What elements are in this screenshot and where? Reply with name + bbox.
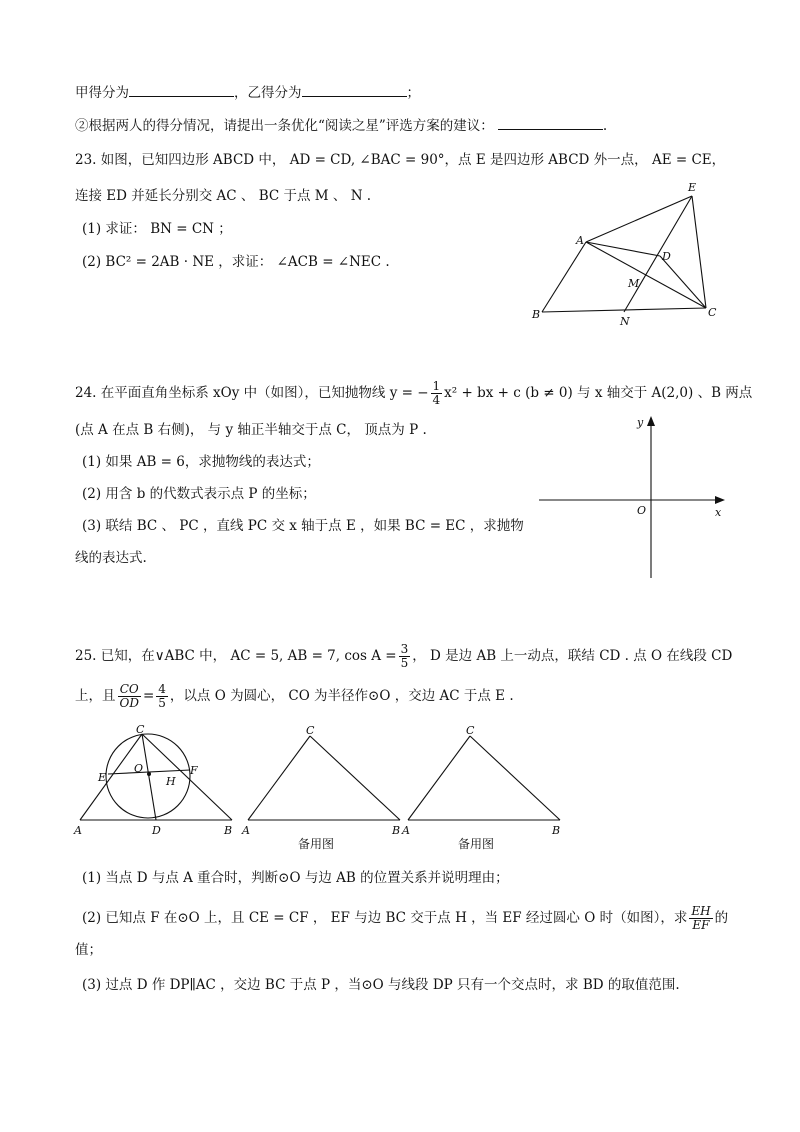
segment-ec (692, 196, 706, 308)
q24-stem-b: x² + bx + c (b ≠ 0) 与 x 轴交于 A(2,0) 、B 两点 (444, 385, 753, 401)
label-a: A (576, 234, 584, 247)
segment-cd (142, 734, 156, 820)
q25-part2-cont: 值； (75, 942, 102, 958)
origin-label: O (637, 504, 647, 517)
q23-part2: (2) BC² = 2AB · NE ，求证： ∠ACB = ∠NEC . (82, 254, 390, 270)
y-axis-label: y (637, 416, 644, 429)
spare-caption-2: 备用图 (458, 837, 495, 851)
q22-score-line (75, 82, 420, 103)
q24-part1: (1) 如果 AB = 6，求抛物线的表达式； (82, 454, 320, 470)
q25-ratio-num: CO (118, 683, 141, 697)
label-a: A (74, 824, 82, 837)
q22-jia-label: 甲得分为 (75, 85, 129, 101)
q24-frac-den: 4 (432, 393, 441, 407)
segment-dc (660, 256, 706, 308)
segment-ba (542, 242, 586, 312)
q22-yi-blank[interactable] (302, 82, 407, 97)
q25-ratio-den: OD (119, 696, 139, 710)
segment-ac (408, 736, 470, 820)
label-h: H (166, 775, 176, 788)
q24-part2: (2) 用含 b 的代数式表示点 P 的坐标； (82, 486, 316, 502)
segment-ac (248, 736, 310, 820)
label-a: A (242, 824, 250, 837)
q25-part2-text: (2) 已知点 F 在⊙O 上，且 CE = CF ， EF 与边 BC 交于点 H ，当 EF 经过圆心 O 时（如图），求 (82, 910, 688, 926)
q25-part2-de: 的 (714, 910, 729, 926)
label-m: M (628, 277, 640, 290)
label-d: D (152, 824, 161, 837)
q22-suggestion-blank[interactable] (498, 115, 603, 130)
q24-part3: (3) 联结 BC 、 PC ，直线 PC 交 x 轴于点 E ，如果 BC = EC ，求抛物 (82, 518, 524, 534)
label-b: B (224, 824, 233, 837)
label-c: C (708, 306, 717, 319)
label-c: C (136, 723, 145, 736)
spare-caption-1: 备用图 (298, 837, 335, 851)
segment-bc (310, 736, 400, 820)
center-point-o (147, 772, 151, 776)
q22-suggestion-text: ②根据两人的得分情况，请提出一条优化“阅读之星”评选方案的建议： (75, 118, 494, 134)
q25-stem-c: 上，且 (75, 688, 116, 704)
q22-yi-label: ，乙得分为 (234, 85, 302, 101)
q23-stem-line2: 连接 ED 并延长分别交 AC 、 BC 于点 M 、 N . (75, 188, 372, 204)
q23-part1: (1) 求证： BN = CN ； (82, 221, 232, 237)
q25-stem-a: 25. 已知，在∨ABC 中， AC = 5, AB = 7, cos A = (75, 648, 397, 664)
q25-ratio-fraction (118, 683, 141, 710)
label-f: F (190, 764, 198, 777)
q22-semicolon: ； (406, 85, 420, 101)
label-d: D (662, 250, 671, 263)
q25-spare-figure-2 (400, 722, 570, 842)
q25-cos-fraction (399, 643, 411, 670)
q24-stem-line2: (点 A 在点 B 右侧)， 与 y 轴正半轴交于点 C， 顶点为 P . (75, 422, 427, 438)
q25-ratio-val-den: 5 (158, 696, 166, 710)
q25-part3: (3) 过点 D 作 DP∥AC ，交边 BC 于点 P ，当⊙O 与线段 DP 只有一个交点时，求 BD 的取值范围. (82, 977, 680, 993)
q25-stem-line2 (75, 683, 514, 710)
label-e: E (98, 771, 107, 784)
label-a: A (402, 824, 410, 837)
segment-ac (80, 734, 142, 820)
label-b: B (392, 824, 401, 837)
q24-stem-a: 24. 在平面直角坐标系 xOy 中（如图），已知抛物线 y = − (75, 385, 429, 401)
label-o: O (134, 762, 144, 775)
q25-equals: = (142, 688, 155, 704)
segment-bc (142, 734, 232, 820)
x-axis-label: x (715, 506, 722, 519)
q25-cos-num: 3 (400, 642, 409, 656)
q24-part3-cont: 线的表达式. (75, 550, 147, 566)
q25-spare-figure-1 (240, 722, 410, 842)
q25-part1: (1) 当点 D 与点 A 重合时，判断⊙O 与边 AB 的位置关系并说明理由； (82, 870, 509, 886)
segment-ae (586, 196, 692, 242)
q25-cos-den: 5 (400, 656, 409, 670)
label-e: E (688, 181, 697, 194)
q24-fraction (431, 380, 443, 407)
segment-ad (586, 242, 660, 256)
segment-bc (470, 736, 560, 820)
q24-frac-num: 1 (432, 379, 441, 393)
q25-eh-ef-fraction (689, 905, 712, 932)
circle-o (106, 734, 190, 818)
q25-ef-den: EF (692, 918, 710, 932)
y-axis-arrow (647, 416, 655, 426)
x-axis-arrow (715, 496, 725, 504)
q25-ratio-value (156, 683, 168, 710)
q22-jia-blank[interactable] (129, 82, 234, 97)
q23-figure (520, 180, 740, 330)
label-b: B (552, 824, 561, 837)
q25-stem-d: ，以点 O 为圆心， CO 为半径作⊙O ，交边 AC 于点 E . (169, 688, 514, 704)
q25-stem-b: ， D 是边 AB 上一动点，联结 CD . 点 O 在线段 CD (412, 648, 733, 664)
q25-stem-line1 (75, 643, 732, 670)
q22-period: . (602, 118, 608, 134)
label-n: N (620, 315, 630, 328)
label-c: C (466, 724, 475, 737)
q25-ratio-val-num: 4 (158, 682, 166, 696)
label-c: C (306, 724, 315, 737)
label-b: B (532, 308, 541, 321)
q24-axes-figure (535, 412, 735, 580)
q24-stem-line1 (75, 380, 752, 407)
q22-suggestion-line (75, 115, 607, 136)
q25-main-figure (72, 722, 242, 842)
q23-stem-line1: 23. 如图，已知四边形 ABCD 中， AD = CD, ∠BAC = 90°，点 E 是四边形 ABCD 外一点， AE = CE， (75, 152, 726, 168)
q25-eh-num: EH (691, 904, 711, 918)
q25-part2 (82, 905, 728, 932)
